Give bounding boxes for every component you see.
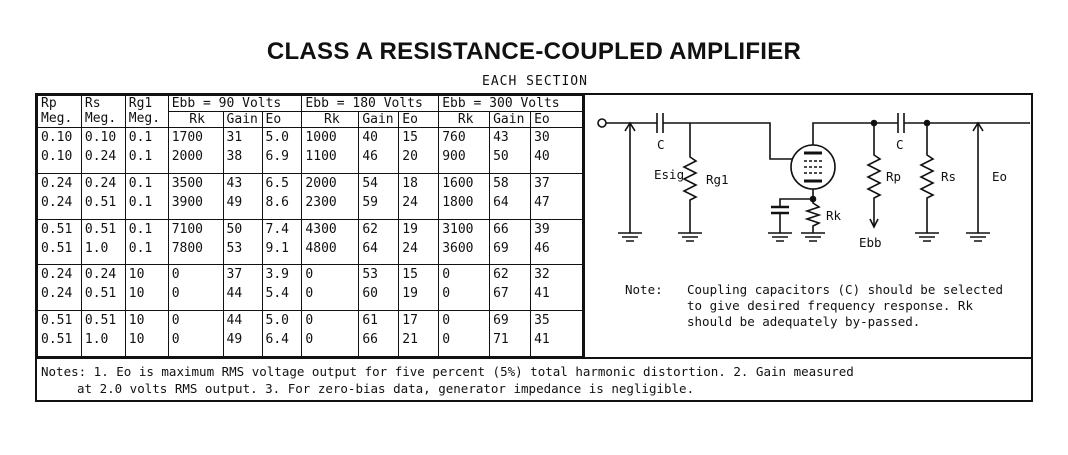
footnotes-line-1: Notes: 1. Eo is maximum RMS voltage output for five percent (5%) total harmonic distortion. 2. Gain measured [41, 364, 854, 379]
footnotes-line-2: at 2.0 volts RMS output. 3. For zero-bias data, generator impedance is negligible. [77, 381, 695, 396]
cell-value: 7100 [171, 221, 203, 237]
cell-rk-90 [168, 128, 223, 174]
cell-value: 15 [402, 267, 418, 283]
cell-value: 9.1 [265, 240, 289, 256]
cell-value: 32 [534, 267, 550, 283]
page-title: CLASS A RESISTANCE-COUPLED AMPLIFIER [266, 38, 802, 65]
plate-wire [813, 123, 874, 145]
cell-value: 0.24 [41, 194, 73, 210]
cell-gain-300 [490, 128, 531, 174]
header-rs-unit: Meg. [84, 111, 117, 126]
header-eo-300: Eo [531, 112, 583, 128]
cell-value: 59 [362, 194, 378, 210]
resistor-rg1-icon [684, 123, 696, 233]
header-group-90v: Ebb = 90 Volts [168, 96, 302, 112]
cell-value: 10 [128, 267, 145, 283]
cell-value: 0 [442, 286, 451, 302]
cell-eo-90 [262, 219, 302, 265]
header-eo-180: Eo [399, 112, 439, 128]
cell-value: 0 [305, 286, 314, 302]
cell-value: 20 [402, 149, 418, 164]
resistor-rs-icon [921, 123, 933, 233]
cell-value: 0.24 [41, 267, 73, 283]
cell-value: 44 [226, 286, 243, 302]
cell-value: 0.1 [128, 194, 153, 210]
cell-gain-180 [359, 265, 399, 311]
cell-value: 18 [402, 175, 418, 191]
label-eo: Eo [992, 169, 1008, 184]
cell-value: 46 [362, 149, 378, 164]
cell-rs [81, 128, 125, 174]
cell-value: 19 [402, 286, 418, 302]
cell-value: 7800 [171, 240, 203, 256]
cell-rg1 [125, 173, 168, 219]
cell-value: 6.9 [265, 149, 289, 164]
cell-eo-180 [399, 311, 439, 357]
cell-gain-180 [359, 128, 399, 174]
cell-value: 6.4 [265, 332, 289, 348]
cell-value: 37 [226, 267, 243, 283]
cell-value: 0.1 [128, 221, 153, 237]
cell-eo-90 [262, 265, 302, 311]
cell-rs [81, 219, 125, 265]
cell-gain-90 [223, 128, 262, 174]
header-group-300v: Ebb = 300 Volts [439, 96, 583, 112]
cell-rk-300 [439, 173, 490, 219]
cell-value: 58 [493, 175, 509, 191]
cell-gain-300 [490, 265, 531, 311]
cell-value: 0 [171, 286, 180, 302]
label-rg1: Rg1 [706, 172, 729, 187]
data-table-container [37, 95, 583, 357]
cell-value: 0 [442, 332, 451, 348]
cell-value: 1.0 [84, 240, 109, 256]
ground-esig-icon [618, 233, 642, 241]
cell-value: 24 [402, 194, 418, 210]
cell-value: 0.51 [84, 286, 117, 302]
ground-bypass-icon [768, 214, 792, 241]
cell-rk-90 [168, 311, 223, 357]
ground-rg1-icon [678, 233, 702, 241]
cell-value: 67 [493, 286, 509, 302]
cell-value: 2000 [171, 149, 203, 164]
cell-value: 3500 [171, 175, 203, 191]
cell-value: 0.1 [128, 240, 153, 256]
capacitor-bypass-icon [771, 207, 789, 213]
table-row [38, 219, 583, 265]
header-gain-180: Gain [359, 112, 399, 128]
divider-vertical [583, 95, 585, 357]
cell-rs [81, 311, 125, 357]
ground-rk-icon [801, 233, 825, 241]
capacitor-c2-icon [898, 113, 904, 133]
resistor-rk-icon [807, 199, 819, 233]
cell-gain-180 [359, 311, 399, 357]
tube-grids-icon [804, 161, 822, 173]
cell-gain-90 [223, 219, 262, 265]
cell-value: 41 [534, 332, 550, 348]
table-row [38, 173, 583, 219]
cell-value: 54 [362, 175, 378, 191]
header-gain-300: Gain [490, 112, 531, 128]
cell-rk-180 [302, 173, 359, 219]
cell-value: 0.10 [84, 130, 117, 145]
cell-rk-90 [168, 173, 223, 219]
cell-gain-300 [490, 219, 531, 265]
ground-eo-icon [966, 233, 990, 241]
cell-value: 64 [493, 194, 509, 210]
cell-value: 38 [226, 149, 243, 164]
cell-gain-90 [223, 173, 262, 219]
cell-value: 0 [442, 313, 451, 329]
cell-value: 39 [534, 221, 550, 237]
cell-value: 37 [534, 175, 550, 191]
cell-value: 0.51 [84, 221, 117, 237]
cell-rk-180 [302, 128, 359, 174]
cell-eo-300 [531, 311, 583, 357]
cell-value: 43 [493, 130, 509, 145]
cell-value: 0.10 [41, 149, 73, 164]
cell-value: 1.0 [84, 332, 109, 348]
cell-value: 5.4 [265, 286, 289, 302]
cell-value: 43 [226, 175, 243, 191]
cell-eo-180 [399, 128, 439, 174]
cell-value: 0 [305, 267, 314, 283]
cell-value: 0.24 [84, 175, 117, 191]
label-rp: Rp [886, 169, 902, 184]
header-group-180v: Ebb = 180 Volts [302, 96, 439, 112]
cell-value: 49 [226, 194, 243, 210]
header-rg1 [125, 96, 168, 128]
data-frame [35, 93, 1033, 402]
cell-value: 19 [402, 221, 418, 237]
header-rs-label: Rs [84, 96, 101, 111]
label-c2: C [896, 137, 904, 152]
header-rs [81, 96, 125, 128]
cell-rg1 [125, 265, 168, 311]
footnotes [41, 363, 1031, 397]
cell-gain-180 [359, 173, 399, 219]
cell-value: 62 [493, 267, 509, 283]
cell-value: 60 [362, 286, 378, 302]
cell-value: 0 [305, 313, 314, 329]
label-c1: C [657, 137, 665, 152]
cell-value: 0.51 [41, 221, 73, 237]
cell-eo-300 [531, 128, 583, 174]
circuit-diagram [590, 99, 1030, 267]
cell-eo-300 [531, 219, 583, 265]
cell-gain-90 [223, 265, 262, 311]
cell-value: 17 [402, 313, 418, 329]
label-rk: Rk [826, 208, 842, 223]
cell-rk-300 [439, 265, 490, 311]
header-rp-label: Rp [41, 96, 57, 111]
cell-gain-300 [490, 173, 531, 219]
label-ebb: Ebb [859, 235, 882, 250]
cell-value: 0.10 [41, 130, 73, 145]
cell-value: 10 [128, 286, 145, 302]
cell-rp [38, 219, 82, 265]
cell-rp [38, 128, 82, 174]
cell-value: 1000 [305, 130, 337, 145]
header-rk-180: Rk [302, 112, 359, 128]
cell-value: 49 [226, 332, 243, 348]
cell-value: 0.24 [84, 267, 117, 283]
cell-value: 0.51 [41, 313, 73, 329]
cell-value: 0.51 [41, 332, 73, 348]
cell-value: 6.5 [265, 175, 289, 191]
cell-value: 0.51 [41, 240, 73, 256]
cell-value: 900 [442, 149, 466, 164]
cell-value: 0 [171, 313, 180, 329]
label-rs: Rs [941, 169, 957, 184]
header-gain-90: Gain [223, 112, 262, 128]
cell-value: 41 [534, 286, 550, 302]
cell-value: 15 [402, 130, 418, 145]
cell-value: 0 [305, 332, 314, 348]
cell-eo-90 [262, 128, 302, 174]
cell-rp [38, 173, 82, 219]
cell-value: 0.51 [84, 313, 117, 329]
cell-value: 40 [534, 149, 550, 164]
cell-value: 760 [442, 130, 466, 145]
cell-value: 44 [226, 313, 243, 329]
header-rk-300: Rk [439, 112, 490, 128]
cell-value: 30 [534, 130, 550, 145]
cell-gain-180 [359, 219, 399, 265]
table-row [38, 265, 583, 311]
cell-rs [81, 265, 125, 311]
cell-value: 10 [128, 313, 145, 329]
cell-value: 1100 [305, 149, 337, 164]
cell-rk-180 [302, 311, 359, 357]
cell-value: 71 [493, 332, 509, 348]
header-rp [38, 96, 82, 128]
cell-value: 47 [534, 194, 550, 210]
cell-rs [81, 173, 125, 219]
cell-rk-180 [302, 219, 359, 265]
resistor-rp-icon [868, 123, 880, 227]
cell-value: 24 [402, 240, 418, 256]
cell-value: 10 [128, 332, 145, 348]
capacitor-c1-icon [657, 113, 663, 133]
cell-value: 53 [362, 267, 378, 283]
input-terminal-icon [598, 119, 606, 127]
header-rk-90: Rk [168, 112, 223, 128]
cell-eo-300 [531, 173, 583, 219]
cell-value: 2300 [305, 194, 337, 210]
cell-value: 3600 [442, 240, 474, 256]
cell-value: 50 [493, 149, 509, 164]
label-esig: Esig [654, 167, 685, 182]
bypass-wire [780, 199, 813, 206]
cell-rp [38, 311, 82, 357]
cell-value: 53 [226, 240, 243, 256]
cell-value: 0.24 [41, 286, 73, 302]
cell-value: 3900 [171, 194, 203, 210]
data-table [37, 95, 583, 357]
cell-value: 62 [362, 221, 378, 237]
data-table-body [38, 128, 583, 357]
cell-eo-90 [262, 173, 302, 219]
cell-value: 5.0 [265, 313, 289, 329]
cell-eo-180 [399, 173, 439, 219]
cell-value: 50 [226, 221, 243, 237]
cell-value: 66 [362, 332, 378, 348]
cell-gain-90 [223, 311, 262, 357]
cell-value: 7.4 [265, 221, 289, 237]
header-rp-unit: Meg. [41, 111, 73, 126]
cell-rg1 [125, 219, 168, 265]
coupling-note-text: Coupling capacitors (C) should be selected to give desired frequency response. Rk should be adequately by-passed. [687, 282, 1004, 329]
cell-value: 0.1 [128, 149, 153, 164]
cell-value: 21 [402, 332, 418, 348]
cell-value: 64 [362, 240, 378, 256]
table-row [38, 128, 583, 174]
grid-wire [663, 123, 792, 159]
cell-value: 0 [442, 267, 451, 283]
cell-rk-90 [168, 265, 223, 311]
table-row [38, 311, 583, 357]
cell-rp [38, 265, 82, 311]
cell-value: 0.24 [84, 149, 117, 164]
cell-value: 35 [534, 313, 550, 329]
header-eo-90: Eo [262, 112, 302, 128]
cell-eo-180 [399, 219, 439, 265]
cell-value: 0.1 [128, 175, 153, 191]
cell-value: 5.0 [265, 130, 289, 145]
cell-gain-300 [490, 311, 531, 357]
cell-value: 4800 [305, 240, 337, 256]
cell-rk-300 [439, 128, 490, 174]
coupling-note-label: Note: [625, 282, 663, 297]
cell-value: 1600 [442, 175, 474, 191]
cell-value: 0.51 [84, 194, 117, 210]
cell-value: 0 [171, 267, 180, 283]
cell-value: 69 [493, 240, 509, 256]
cell-value: 4300 [305, 221, 337, 237]
cell-value: 1800 [442, 194, 474, 210]
cell-value: 46 [534, 240, 550, 256]
cell-rk-90 [168, 219, 223, 265]
cell-rg1 [125, 311, 168, 357]
cell-value: 69 [493, 313, 509, 329]
cell-rk-180 [302, 265, 359, 311]
cell-value: 0 [171, 332, 180, 348]
header-rg1-unit: Meg. [128, 111, 161, 126]
page-subtitle: EACH SECTION [482, 74, 588, 89]
header-rg1-label: Rg1 [128, 96, 153, 111]
cell-value: 0.24 [41, 175, 73, 191]
cell-value: 2000 [305, 175, 337, 191]
cell-value: 3100 [442, 221, 474, 237]
cell-rk-300 [439, 311, 490, 357]
cell-value: 3.9 [265, 267, 289, 283]
cell-eo-300 [531, 265, 583, 311]
cell-eo-180 [399, 265, 439, 311]
cell-value: 8.6 [265, 194, 289, 210]
cell-rk-300 [439, 219, 490, 265]
cell-value: 61 [362, 313, 378, 329]
cell-value: 0.1 [128, 130, 153, 145]
cell-value: 1700 [171, 130, 203, 145]
cell-eo-90 [262, 311, 302, 357]
cell-value: 66 [493, 221, 509, 237]
cell-value: 40 [362, 130, 378, 145]
cell-rg1 [125, 128, 168, 174]
cell-value: 31 [226, 130, 243, 145]
ground-rs-icon [915, 233, 939, 241]
divider-horizontal [37, 357, 1031, 359]
